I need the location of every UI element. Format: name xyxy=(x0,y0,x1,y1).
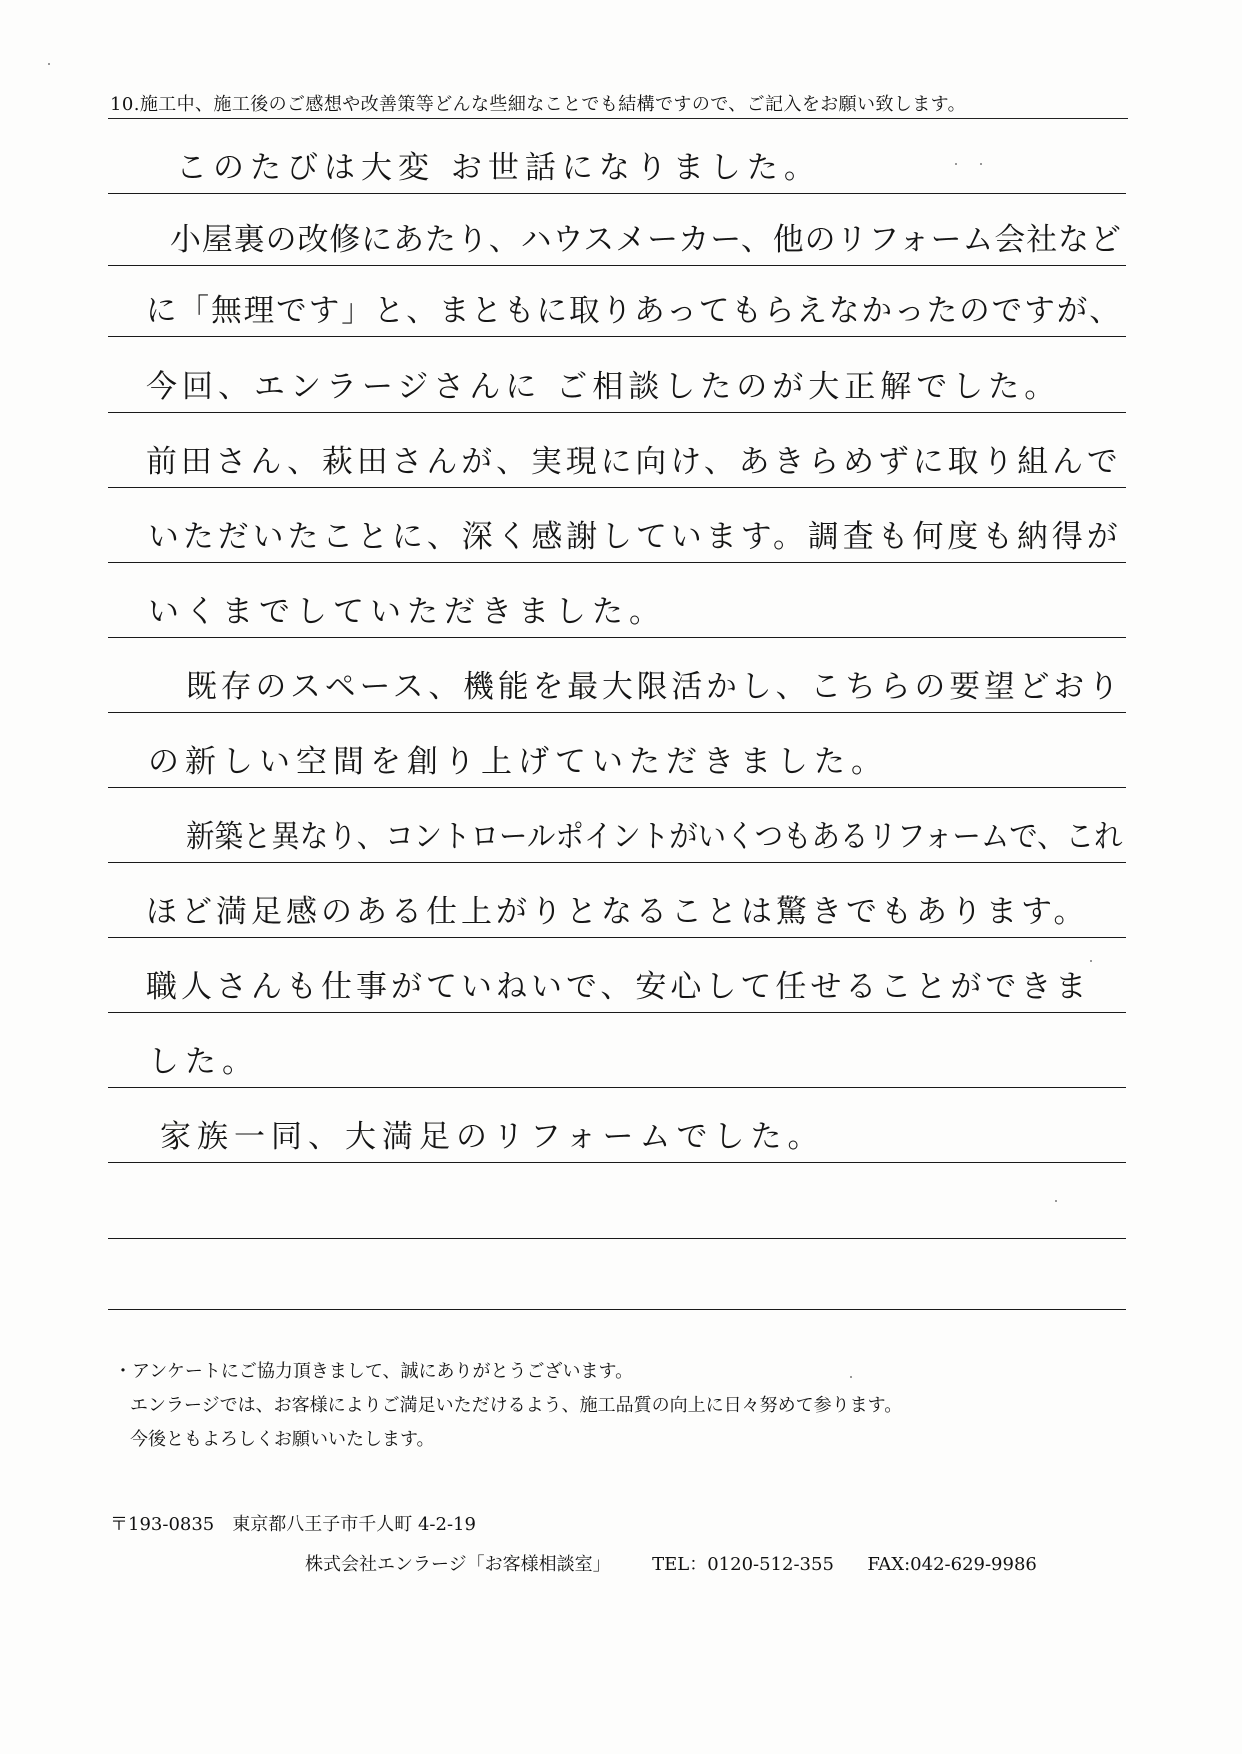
thanks-line: ・アンケートにご協力頂きまして、誠にありがとうございます。 xyxy=(114,1361,634,1382)
answer-line xyxy=(108,882,1126,938)
answer-line xyxy=(108,732,1126,788)
scan-speck xyxy=(955,163,957,165)
answer-line-text: 既存のスペース、機能を最大限活かし、こちらの要望どおり xyxy=(186,669,1123,705)
fax-number: FAX:042-629-9986 xyxy=(867,1554,1037,1575)
answer-line-text: 職人さんも仕事がていねいで、安心して任せることができま xyxy=(146,969,1091,1005)
question-underline xyxy=(108,118,1128,119)
answer-line xyxy=(108,210,1126,266)
answer-line xyxy=(108,432,1126,488)
answer-line-text: の新しい空間を創り上げていただきました。 xyxy=(148,744,888,780)
answer-line-text: このたびは大変 お世話になりました。 xyxy=(176,150,821,186)
answer-line xyxy=(108,357,1126,413)
closing-message xyxy=(114,1355,1124,1457)
answer-line xyxy=(108,138,1126,194)
answer-line xyxy=(108,507,1126,563)
answer-line xyxy=(108,1183,1126,1239)
company-contact xyxy=(305,1550,1037,1576)
answer-line xyxy=(108,582,1126,638)
answer-line-text: 小屋裏の改修にあたり、ハウスメーカー、他のリフォーム会社など xyxy=(170,222,1122,258)
answer-line-text: いくまでしていただきました。 xyxy=(148,594,666,630)
answer-line xyxy=(108,1107,1126,1163)
answer-line xyxy=(108,1254,1126,1310)
answer-line xyxy=(108,1032,1126,1088)
answer-line-text: 新築と異なり、コントロールポイントがいくつもあるリフォームで、これ xyxy=(186,819,1123,855)
answer-line xyxy=(108,807,1126,863)
tel-number: TEL：0120-512-355 xyxy=(652,1554,834,1575)
answer-line-text: した。 xyxy=(148,1044,259,1080)
answer-line-text: 家族一同、大満足のリフォームでした。 xyxy=(160,1119,825,1155)
answer-line xyxy=(108,957,1126,1013)
company-name: 株式会社エンラージ「お客様相談室」 xyxy=(305,1554,611,1575)
answer-line xyxy=(108,657,1126,713)
answer-line-text: に「無理です」と、まともに取りあってもらえなかったのですが、 xyxy=(146,293,1122,329)
answer-line-text: 前田さん、萩田さんが、実現に向け、あきらめずに取り組んで xyxy=(146,444,1122,480)
regards-line: 今後ともよろしくお願いいたします。 xyxy=(130,1429,435,1450)
scan-speck xyxy=(1055,1200,1057,1202)
answer-line xyxy=(108,281,1126,337)
scan-speck xyxy=(48,63,50,65)
scan-speck xyxy=(1090,960,1092,962)
commitment-line: エンラージでは、お客様によりご満足いただけるよう、施工品質の向上に日々努めて参ります。 xyxy=(130,1395,903,1416)
answer-line-text: いただいたことに、深く感謝しています。調査も何度も納得が xyxy=(148,519,1122,555)
scan-speck xyxy=(850,1376,852,1378)
answer-line-text: 今回、エンラージさんに ご相談したのが大正解でした。 xyxy=(146,369,1061,405)
company-address: 〒193-0835 東京都八王子市千人町 4-2-19 xyxy=(110,1514,476,1535)
answer-line-text: ほど満足感のある仕上がりとなることは驚きでもあります。 xyxy=(146,894,1089,930)
scan-speck xyxy=(980,163,982,165)
survey-question: 10.施工中、施工後のご感想や改善策等どんな些細なことでも結構ですので、ご記入をお願い致します。 xyxy=(110,94,967,115)
